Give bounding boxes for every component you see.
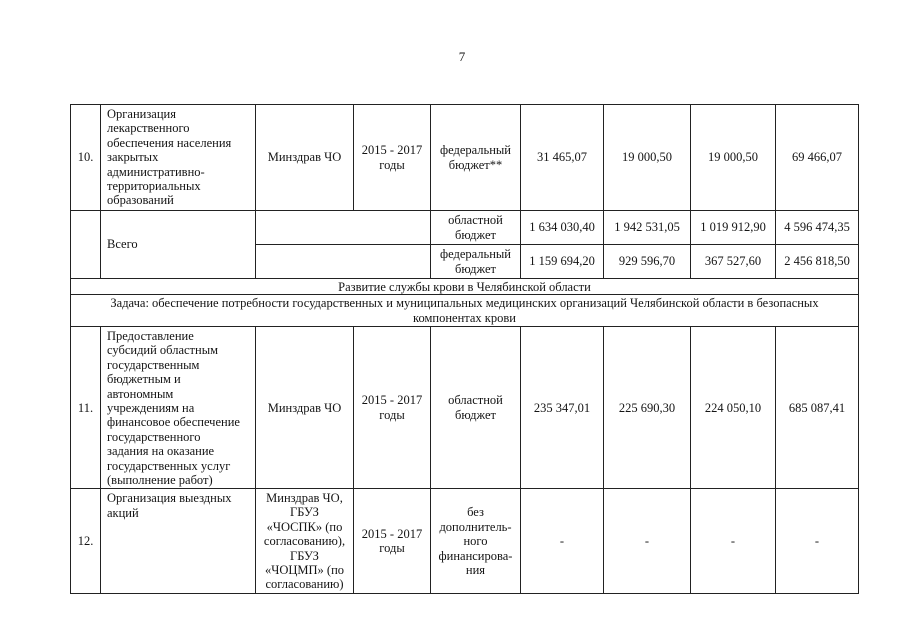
value-cell: 685 087,41 xyxy=(776,327,859,489)
funding-source: областной бюджет xyxy=(431,211,521,245)
value-cell: 69 466,07 xyxy=(776,105,859,211)
value-cell: 224 050,10 xyxy=(691,327,776,489)
value-cell: - xyxy=(604,489,691,594)
value-cell: 367 527,60 xyxy=(691,245,776,279)
table-row xyxy=(71,489,859,594)
funding-source: федеральный бюджет xyxy=(431,245,521,279)
section-title: Развитие службы крови в Челябинской области xyxy=(71,279,859,295)
section-row xyxy=(71,279,859,295)
value-cell: 1 159 694,20 xyxy=(521,245,604,279)
row-number: 11. xyxy=(71,327,101,489)
period: 2015 - 2017 годы xyxy=(354,105,431,211)
value-cell: 31 465,07 xyxy=(521,105,604,211)
value-cell: 1 634 030,40 xyxy=(521,211,604,245)
row-number: 12. xyxy=(71,489,101,594)
value-cell: 2 456 818,50 xyxy=(776,245,859,279)
table-row xyxy=(71,105,859,211)
value-cell: - xyxy=(521,489,604,594)
period: 2015 - 2017 годы xyxy=(354,489,431,594)
value-cell: 19 000,50 xyxy=(691,105,776,211)
activity-name: Организация лекарственного обеспечения населения закрытых административно- территориальных образований xyxy=(101,105,256,211)
row-number: 10. xyxy=(71,105,101,211)
period: 2015 - 2017 годы xyxy=(354,327,431,489)
value-cell: 1 019 912,90 xyxy=(691,211,776,245)
value-cell: - xyxy=(776,489,859,594)
value-cell: 235 347,01 xyxy=(521,327,604,489)
empty-cell xyxy=(256,245,431,279)
funding-source: федеральный бюджет** xyxy=(431,105,521,211)
funding-source: областной бюджет xyxy=(431,327,521,489)
value-cell: 19 000,50 xyxy=(604,105,691,211)
value-cell: 4 596 474,35 xyxy=(776,211,859,245)
program-table xyxy=(70,104,859,594)
funding-source: без дополнитель- ного финансирова- ния xyxy=(431,489,521,594)
activity-name: Предоставление субсидий областным государственным бюджетным и автономным учреждениям на финансовое обеспечение государственного задания на оказание государственных услуг (выполнение работ) xyxy=(101,327,256,489)
table-row xyxy=(71,327,859,489)
task-row xyxy=(71,295,859,327)
empty-cell xyxy=(256,211,431,245)
value-cell: 929 596,70 xyxy=(604,245,691,279)
executor: Минздрав ЧО xyxy=(256,327,354,489)
page-number: 7 xyxy=(458,49,466,64)
total-label: Всего xyxy=(101,211,256,279)
executor: Минздрав ЧО xyxy=(256,105,354,211)
total-row xyxy=(71,211,859,245)
activity-name: Организация выездных акций xyxy=(101,489,256,594)
executor: Минздрав ЧО, ГБУЗ «ЧОСПК» (по согласованию), ГБУЗ «ЧОЦМП» (по согласованию) xyxy=(256,489,354,594)
empty-cell xyxy=(71,211,101,279)
value-cell: - xyxy=(691,489,776,594)
task-text: Задача: обеспечение потребности государственных и муниципальных медицинских организаций Челябинской области в безопасных компонентах крови xyxy=(71,295,859,327)
value-cell: 1 942 531,05 xyxy=(604,211,691,245)
value-cell: 225 690,30 xyxy=(604,327,691,489)
